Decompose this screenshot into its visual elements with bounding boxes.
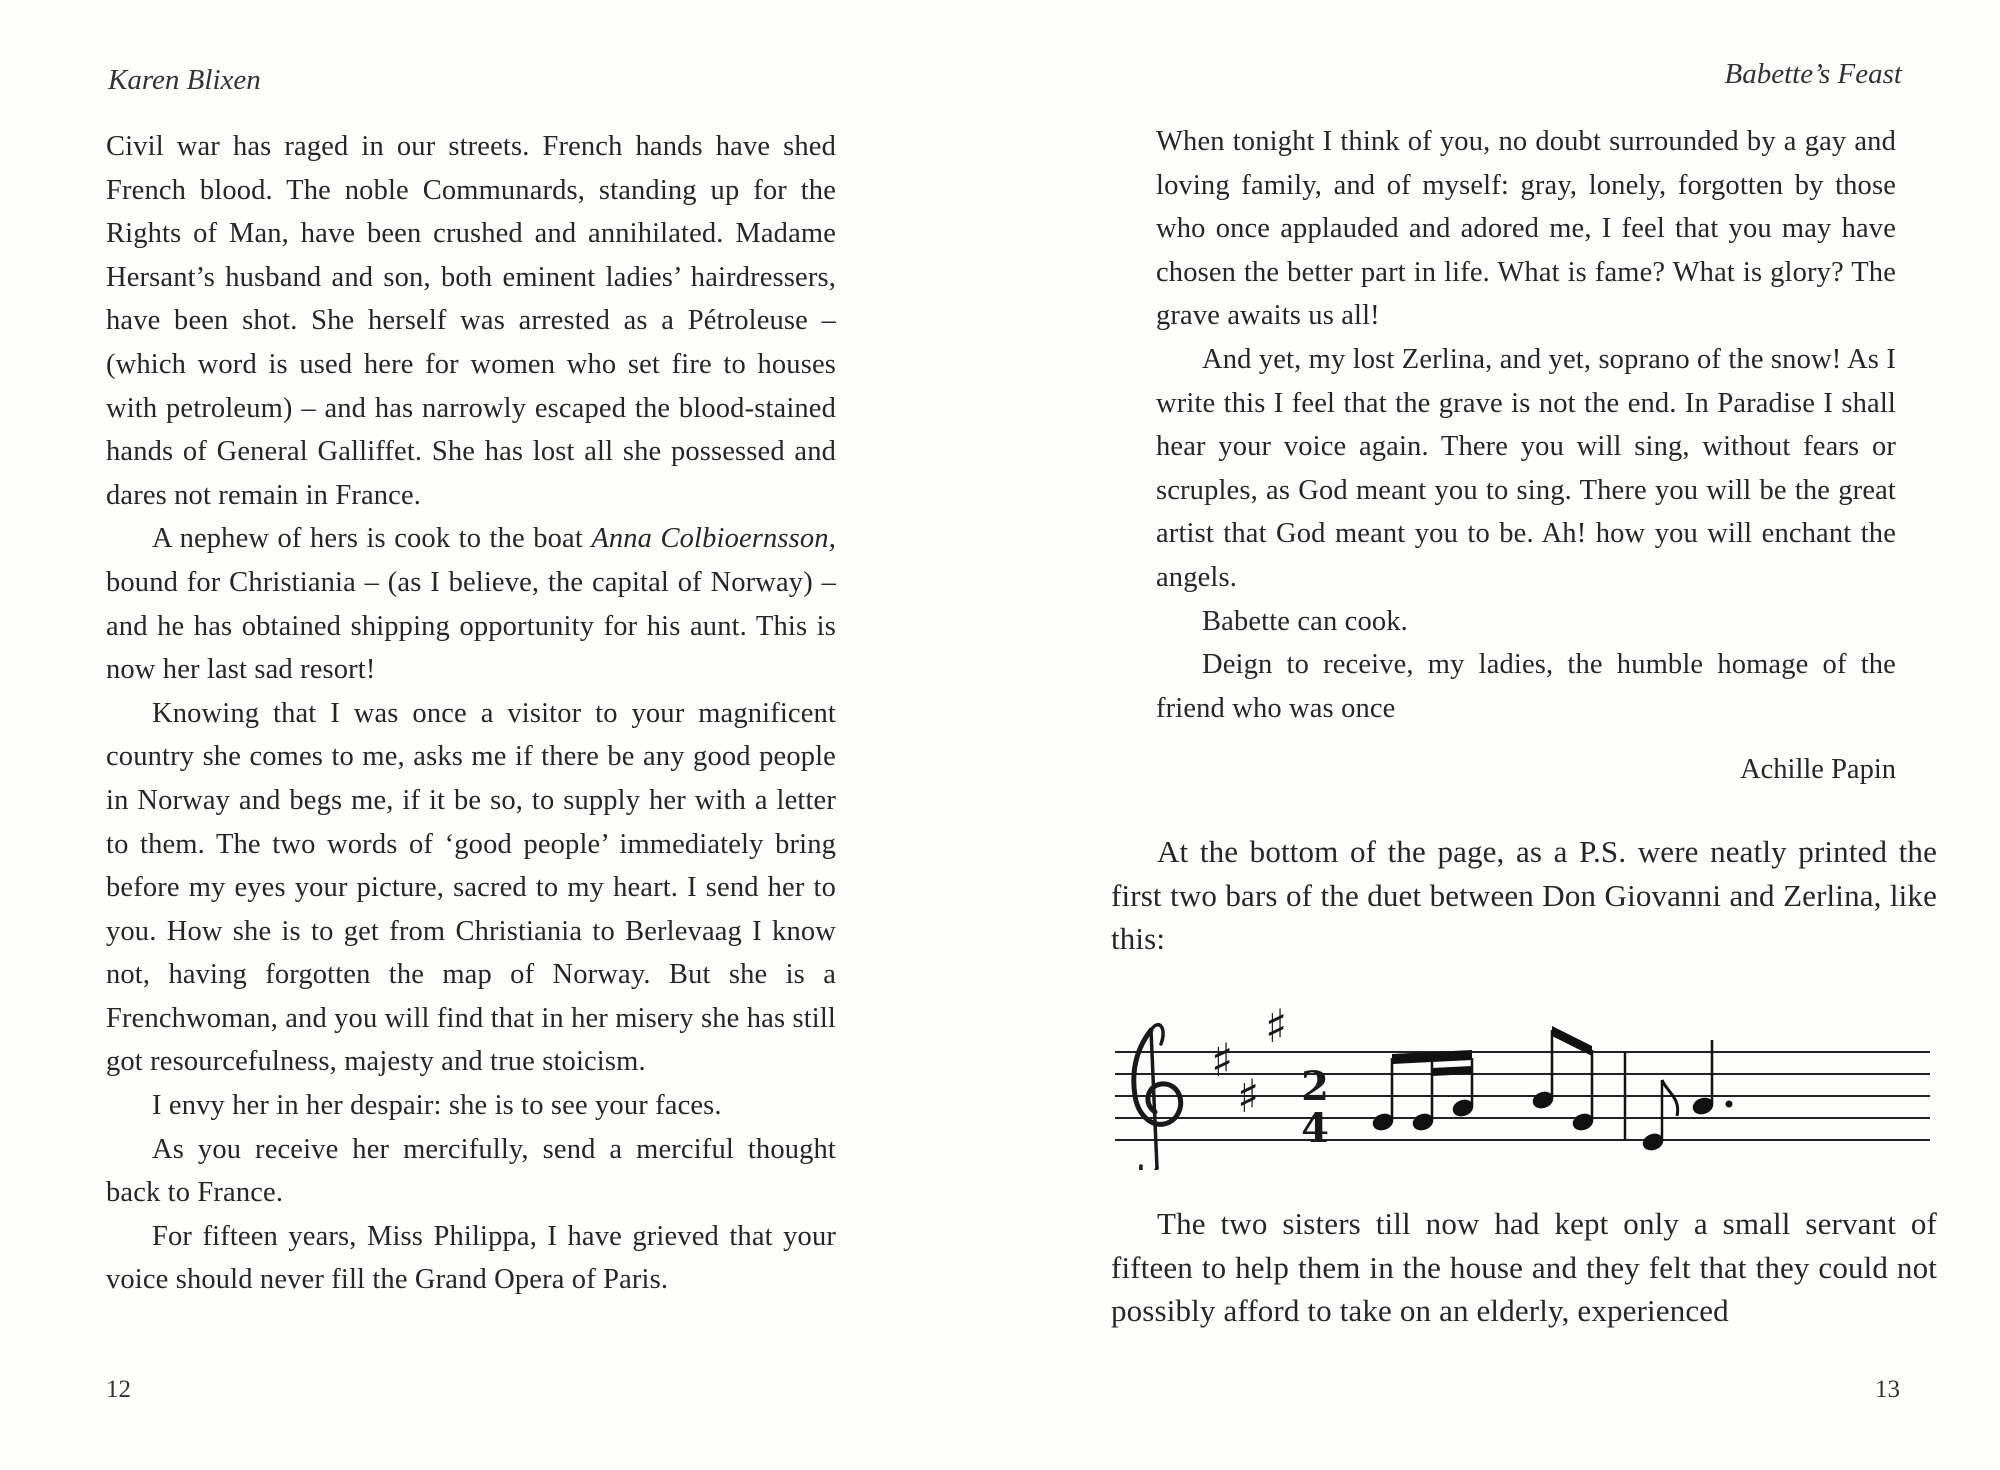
left-text-block (106, 125, 836, 1302)
sharp-sign-icon: ♯ (1265, 1000, 1288, 1053)
paragraph-text: A nephew of hers is cook to the boat (152, 523, 592, 555)
paragraph: When tonight I think of you, no doubt surrounded by a gay and loving family, and of myself: gray, lonely, forgotten by those who once applauded and adored me, I feel that you may have chosen the better part in life. What is fame? What is glory? The grave awaits us all! (1156, 126, 1896, 332)
paragraph: Civil war has raged in our streets. French hands have shed French blood. The noble Communards, standing up for the Rights of Man, have been crushed and annihilated. Madame Hersant’s husband and son, both eminent ladies’ hairdressers, have been shot. She herself was arrested as a Pétroleuse – (which word is used here for women who set fire to houses with petroleum) – and has narrowly escaped the blood-stained hands of General Galliffet. She has lost all she possessed and dares not remain in France. (106, 131, 836, 511)
key-signature (1211, 1000, 1287, 1123)
music-notation (1115, 1000, 1935, 1170)
right-page (1000, 0, 2000, 1470)
running-head-author: Karen Blixen (108, 64, 261, 96)
narrative-block (1111, 830, 1937, 961)
ship-name: Anna Colbioernsson, (591, 523, 836, 555)
eighth-note (1641, 1080, 1678, 1152)
time-signature-bottom: 4 (1301, 1105, 1329, 1152)
paragraph: For fifteen years, Miss Philippa, I have grieved that your voice should never fill the Grand Opera of Paris. (106, 1220, 836, 1296)
note-group-beamed (1371, 1050, 1475, 1132)
paragraph: Babette can cook. (1202, 605, 1408, 637)
note-group-beamed (1531, 1026, 1595, 1132)
paragraph: And yet, my lost Zerlina, and yet, soprano of the snow! As I write this I feel that the grave is not the end. In Paradise I shall hear your voice again. There you will sing, without fears or scruples, as God meant you to sing. There you will be the great artist that God meant you to be. Ah! how you will enchant the angels. (1156, 343, 1896, 593)
letter-continuation (1156, 120, 1896, 792)
paragraph: The two sisters till now had kept only a small servant of fifteen to help them in the house and they felt that they could not possibly afford to take on an elderly, experienced (1111, 1206, 1937, 1329)
sharp-sign-icon: ♯ (1211, 1033, 1234, 1087)
sharp-sign-icon: ♯ (1237, 1069, 1260, 1123)
augmentation-dot (1726, 1101, 1733, 1108)
paragraph: As you receive her mercifully, send a merciful thought back to France. (106, 1133, 836, 1209)
page-number: 12 (106, 1376, 131, 1403)
treble-clef-icon (1134, 1025, 1181, 1170)
note-flag (1662, 1080, 1678, 1116)
paragraph: Knowing that I was once a visitor to your magnificent country she comes to me, asks me if there be any good people in Norway and begs me, if it be so, to supply her with a letter to them. The two words of ‘good people’ immediately bring before my eyes your picture, sacred to my heart. I send her to you. How she is to get from Christiania to Berlevaag I know not, having forgotten the map of Norway. But she is a Frenchwoman, and you will find that in her misery she has still got resourcefulness, majesty and true stoicism. (106, 697, 836, 1078)
running-head-title: Babette’s Feast (1724, 58, 1902, 90)
narrative-block (1111, 1202, 1937, 1333)
paragraph: At the bottom of the page, as a P.S. were neatly printed the first two bars of the duet between Don Giovanni and Zerlina, like this: (1111, 834, 1937, 957)
page-number: 13 (1875, 1376, 1900, 1403)
paragraph: Deign to receive, my ladies, the humble homage of the friend who was once (1156, 649, 1896, 724)
paragraph-text: bound for Christiania – (as I believe, the capital of Norway) – and he has obtained shipping opportunity for his aunt. This is now her last sad resort! (106, 566, 836, 686)
time-signature-top: 2 (1301, 1063, 1329, 1110)
paragraph (106, 517, 836, 691)
letter-signature: Achille Papin (1740, 754, 1896, 786)
music-staff-figure (1115, 1000, 1935, 1170)
paragraph: I envy her in her despair: she is to see your faces. (152, 1090, 722, 1122)
